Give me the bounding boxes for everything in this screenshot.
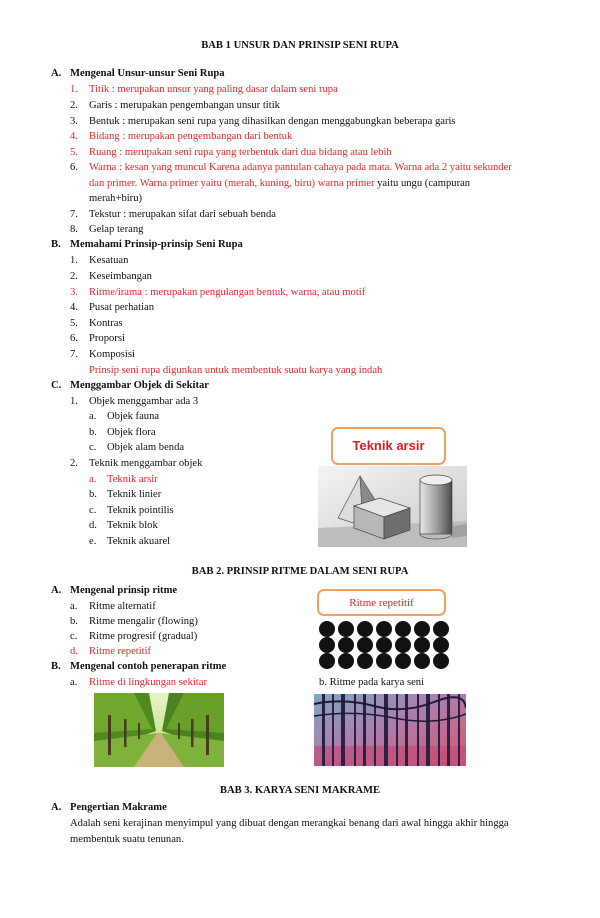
sub-letter: c. bbox=[89, 442, 97, 453]
item-num: 1. bbox=[70, 396, 78, 407]
list-item: Proporsi bbox=[89, 333, 125, 344]
warna-ungu-text: yaitu ungu (campuran bbox=[374, 178, 471, 189]
sub-letter: a. bbox=[70, 677, 78, 688]
teknik-arsir-callout: Teknik arsir bbox=[331, 427, 446, 465]
bab1-secB-heading: Memahami Prinsip-prinsip Seni Rupa bbox=[70, 239, 243, 250]
tree-lined-road-image bbox=[94, 693, 224, 767]
list-item-cont bbox=[89, 177, 470, 190]
list-item: Kontras bbox=[89, 318, 123, 329]
sub-item: Objek flora bbox=[107, 427, 156, 438]
item-num: 2. bbox=[70, 271, 78, 282]
list-item: Titik : merupakan unsur yang paling dasar dalam seni rupa bbox=[89, 84, 338, 95]
sub-item: Ritme di lingkungan sekitar bbox=[89, 677, 207, 688]
item-num: 6. bbox=[70, 333, 78, 344]
arsir-sketch-image bbox=[318, 466, 467, 547]
sub-letter: d. bbox=[89, 520, 97, 531]
item-num: 1. bbox=[70, 255, 78, 266]
list-item: Ritme/irama : merupakan pengulangan bentuk, warna, atau motif bbox=[89, 287, 366, 298]
list-item: Bidang : merupakan pengembangan dari bentuk bbox=[89, 131, 293, 142]
item-num: 3. bbox=[70, 287, 78, 298]
item-num: 5. bbox=[70, 318, 78, 329]
bab1-secC-heading: Menggambar Objek di Sekitar bbox=[70, 380, 209, 391]
list-item: Objek menggambar ada 3 bbox=[89, 396, 199, 407]
item-num: 5. bbox=[70, 147, 78, 158]
sub-letter: b. bbox=[89, 489, 97, 500]
ritme-repetitif-callout: Ritme repetitif bbox=[317, 589, 446, 616]
sub-letter: c. bbox=[89, 505, 97, 516]
sub-letter: e. bbox=[89, 536, 97, 547]
bab1-secA-heading: Mengenal Unsur-unsur Seni Rupa bbox=[70, 68, 225, 79]
bab2-secA-heading: Mengenal prinsip ritme bbox=[70, 585, 178, 596]
item-num: 6. bbox=[70, 162, 78, 173]
item-num: 4. bbox=[70, 131, 78, 142]
bab2-secB-letter: B. bbox=[51, 661, 61, 672]
sub-item: Teknik blok bbox=[107, 520, 158, 531]
sub-item: Ritme repetitif bbox=[89, 646, 152, 657]
list-item: Garis : merupakan pengembangan unsur titik bbox=[89, 100, 280, 111]
bab1-secA-letter: A. bbox=[51, 68, 62, 79]
forest-painting-image bbox=[314, 694, 466, 766]
prinsip-note: Prinsip seni rupa digunkan untuk membentuk suatu karya yang indah bbox=[89, 365, 383, 376]
item-num: 7. bbox=[70, 349, 78, 360]
sub-letter: a. bbox=[70, 601, 78, 612]
list-item: Kesatuan bbox=[89, 255, 129, 266]
bab2-secB-heading: Mengenal contoh penerapan ritme bbox=[70, 661, 227, 672]
bab3-secA-heading: Pengertian Makrame bbox=[70, 802, 167, 813]
list-item: Bentuk : merupakan seni rupa yang dihasilkan dengan menggabungkan beberapa garis bbox=[89, 116, 456, 127]
sub-item: Ritme alternatif bbox=[89, 601, 156, 612]
bab1-title: BAB 1 UNSUR DAN PRINSIP SENI RUPA bbox=[201, 40, 399, 51]
bab2-secA-letter: A. bbox=[51, 585, 62, 596]
bab1-secC-letter: C. bbox=[51, 380, 62, 391]
sub-letter: d. bbox=[70, 646, 78, 657]
sub-letter: a. bbox=[89, 474, 97, 485]
makrame-definition-cont: membentuk suatu tenunan. bbox=[70, 834, 184, 845]
item-num: 1. bbox=[70, 84, 78, 95]
list-item: Gelap terang bbox=[89, 224, 144, 235]
item-num: 7. bbox=[70, 209, 78, 220]
list-item: Tekstur : merupakan sifat dari sebuah benda bbox=[89, 209, 276, 220]
sub-item: Teknik linier bbox=[107, 489, 162, 500]
item-num: 8. bbox=[70, 224, 78, 235]
sub-item: Teknik pointilis bbox=[107, 505, 174, 516]
item-num: 2. bbox=[70, 458, 78, 469]
bab3-title: BAB 3. KARYA SENI MAKRAME bbox=[219, 785, 381, 796]
list-item: Ruang : merupakan seni rupa yang terbentuk dari dua bidang atau lebih bbox=[89, 147, 392, 158]
bab1-secB-letter: B. bbox=[51, 239, 61, 250]
warna-primer-text: dan primer. Warna primer yaitu (merah, kuning, biru) warna primer bbox=[89, 178, 375, 189]
sub-item: Objek fauna bbox=[107, 411, 160, 422]
list-item: Pusat perhatian bbox=[89, 302, 155, 313]
list-item: Teknik menggambar objek bbox=[89, 458, 203, 469]
sub-letter: c. bbox=[70, 631, 78, 642]
makrame-definition: Adalah seni kerajinan menyimpul yang dibuat dengan merangkai benang dari awal hingga akhir hingga bbox=[70, 818, 509, 829]
sub-item: Objek alam benda bbox=[107, 442, 185, 453]
sub-letter: b. bbox=[70, 616, 78, 627]
sub-letter: a. bbox=[89, 411, 97, 422]
sub-item: Teknik akuarel bbox=[107, 536, 171, 547]
sub-letter: b. bbox=[89, 427, 97, 438]
sub-item: Teknik arsir bbox=[107, 474, 158, 485]
list-item: Komposisi bbox=[89, 349, 135, 360]
list-item-cont: merah+biru) bbox=[89, 193, 143, 204]
list-item: Warna : kesan yang muncul Karena adanya pantulan cahaya pada mata. Warna ada 2 yaitu sekunder bbox=[89, 162, 512, 173]
sub-item: Ritme mengalir (flowing) bbox=[89, 616, 198, 627]
bab3-secA-letter: A. bbox=[51, 802, 62, 813]
item-num: 4. bbox=[70, 302, 78, 313]
bab2-title: BAB 2. PRINSIP RITME DALAM SENI RUPA bbox=[191, 566, 409, 577]
item-num: 3. bbox=[70, 116, 78, 127]
sub-item: Ritme progresif (gradual) bbox=[89, 631, 198, 642]
list-item: Keseimbangan bbox=[89, 271, 152, 282]
sub-item: b. Ritme pada karya seni bbox=[319, 677, 425, 688]
item-num: 2. bbox=[70, 100, 78, 111]
